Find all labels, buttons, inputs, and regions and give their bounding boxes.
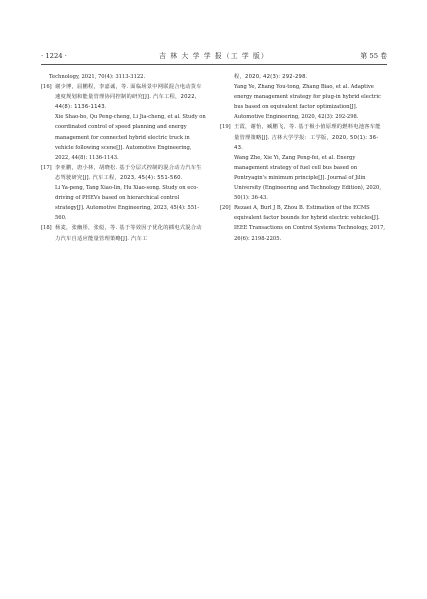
references-left-column <box>41 72 207 244</box>
reference-cn-text: 王霞，谢怡，臧鹏飞，等. 基于极小值原理的燃料电池客车能量管理策略[J]. 吉林大学学报：工学版，2020, 50(1): 36-43. <box>234 124 381 151</box>
journal-title: 吉 林 大 学 学 报（工 学 版） <box>159 52 269 60</box>
reference-18 <box>41 223 207 243</box>
volume-label: 第 55 卷 <box>360 52 387 60</box>
reference-en-text: Wang Zhe, Xie Yi, Zang Peng-fei, et al. Energy management strategy of fuel cell bus based on Pontryagin's minimum principle[J]. Journal of Jilin University (Engineering and Technology Edition), 2020, 50(1): 36-43. <box>234 154 381 202</box>
reference-cn-text: 杨麦，张幽彤，张彪，等. 基于等效因子优化的插电式混合动力汽车自适应能量管理策略[J]. 汽车工 <box>55 225 202 242</box>
reference-number: [16] <box>41 84 52 91</box>
page-number: · 1224 · <box>41 52 67 60</box>
reference-en-text: Rezaei A, Burl J B, Zhou B. Estimation of the ECMS equivalent factor bounds for hybrid electric vehicles[J]. IEEE Transactions on Control Systems Technology, 2017, 26(6): 2198-2205. <box>234 205 386 242</box>
reference-19 <box>220 122 386 203</box>
reference-continuation <box>41 72 207 82</box>
reference-16 <box>41 82 207 163</box>
header-rule <box>41 64 387 65</box>
reference-17 <box>41 163 207 224</box>
reference-en-text: Technology, 2021, 70(4): 3113-3122. <box>49 74 146 80</box>
reference-18-continuation <box>220 72 386 122</box>
reference-20 <box>220 203 386 243</box>
reference-number: [18] <box>41 225 52 232</box>
reference-en-text: Xie Shao-bo, Qu Peng-cheng, Li Jia-cheng, et al. Study on coordinated control of speed planning and energy management for connected hybrid electric truck in vehicle following scene[J]. Automotive Engineering, 2022, 44(8): 1136-1143. <box>55 114 206 161</box>
running-header <box>41 50 387 63</box>
reference-cn-text: 李亚鹏，唐小林，胡晓松. 基于分层式控制的混合动力汽车生态驾驶研究[J]. 汽车工程，2023, 45(4): 551-560. <box>55 164 202 181</box>
reference-en-text: Li Ya-peng, Tang Xiao-lin, Hu Xiao-song. Study on eco-driving of PHEVs based on hierarchical control strategy[J]. Automotive Engineering, 2023, 45(4): 551-560. <box>55 185 200 222</box>
reference-number: [20] <box>220 205 231 212</box>
references-right-column <box>220 72 386 244</box>
reference-number: [17] <box>41 164 52 171</box>
reference-cn-text: 谢少博，屈鹏程，李嘉诚，等. 面临场景中网联混合电动货车速度规划和能量管理协同控制的研究[J]. 汽车工程，2022, 44(8): 1136-1143. <box>55 84 202 111</box>
reference-cn-text: 程，2020, 42(3): 292-298. <box>234 74 308 80</box>
reference-number: [19] <box>220 124 231 131</box>
reference-en-text: Yang Ye, Zhang You-tong, Zhang Biao, et al. Adaptive energy management strategy for plug-in hybrid electric bus based on equivalent factor optimization[J]. Automotive Engineering, 2020, 42(3): 292-298. <box>234 84 381 121</box>
